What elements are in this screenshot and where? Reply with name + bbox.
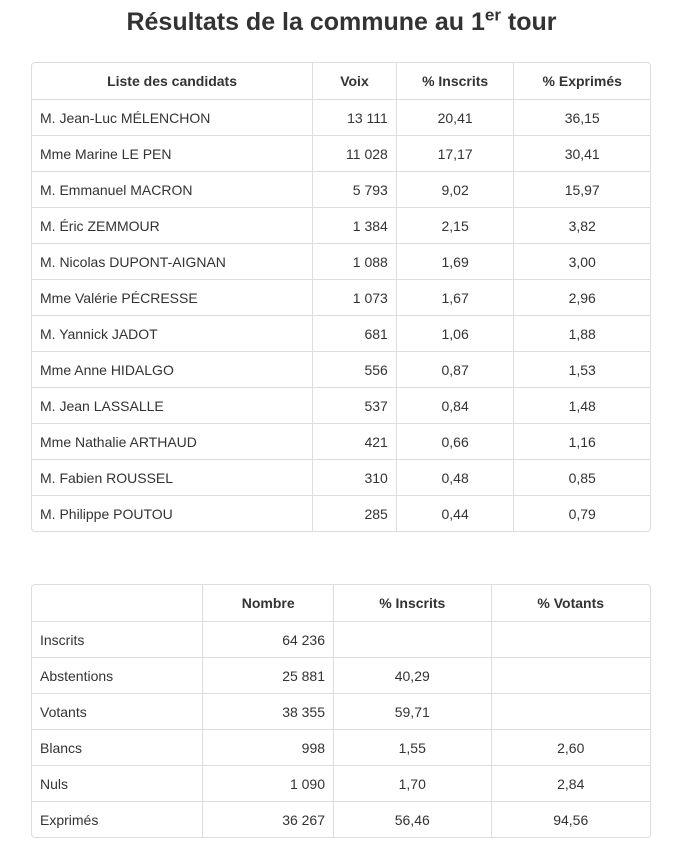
table-row [32,801,650,837]
pct-inscrits-cell [333,621,490,657]
pct-inscrits-cell: 40,29 [333,657,490,693]
pct-inscrits-cell: 0,84 [396,387,514,423]
table-header-row [32,585,650,621]
voix-cell: 537 [312,387,396,423]
pct-inscrits-cell: 1,67 [396,279,514,315]
table-row [32,171,650,207]
voix-cell: 556 [312,351,396,387]
pct-exprimes-cell: 1,53 [513,351,650,387]
page-title-main: Résultats de la commune au 1 [126,8,485,36]
table-row [32,459,650,495]
page-title-end: tour [500,8,557,36]
pct-inscrits-cell: 0,87 [396,351,514,387]
candidate-name-cell: M. Emmanuel MACRON [32,171,312,207]
candidate-name-cell: M. Nicolas DUPONT-AIGNAN [32,243,312,279]
row-label-cell: Nuls [32,765,202,801]
voix-cell: 1 384 [312,207,396,243]
nombre-cell: 36 267 [202,801,333,837]
voix-cell: 681 [312,315,396,351]
candidate-name-cell: M. Jean LASSALLE [32,387,312,423]
header-nombre: Nombre [202,585,333,621]
header-empty [32,585,202,621]
header-pct-inscrits: % Inscrits [396,63,514,99]
table-row [32,279,650,315]
row-label-cell: Exprimés [32,801,202,837]
row-label-cell: Votants [32,693,202,729]
nombre-cell: 38 355 [202,693,333,729]
pct-votants-cell [491,657,651,693]
candidates-results-table [31,62,651,532]
nombre-cell: 64 236 [202,621,333,657]
candidate-name-cell: M. Fabien ROUSSEL [32,459,312,495]
nombre-cell: 25 881 [202,657,333,693]
table-row [32,657,650,693]
pct-exprimes-cell: 1,48 [513,387,650,423]
table-row [32,207,650,243]
page-title-superscript: er [484,5,501,25]
candidate-name-cell: M. Philippe POUTOU [32,495,312,531]
voix-cell: 310 [312,459,396,495]
voix-cell: 11 028 [312,135,396,171]
header-pct-exprimes: % Exprimés [513,63,650,99]
voix-cell: 285 [312,495,396,531]
pct-votants-cell [491,621,651,657]
nombre-cell: 1 090 [202,765,333,801]
header-pct-votants: % Votants [491,585,651,621]
nombre-cell: 998 [202,729,333,765]
pct-inscrits-cell: 59,71 [333,693,490,729]
candidate-name-cell: Mme Marine LE PEN [32,135,312,171]
table-row [32,729,650,765]
voix-cell: 13 111 [312,99,396,135]
header-voix: Voix [312,63,396,99]
pct-inscrits-cell: 2,15 [396,207,514,243]
pct-inscrits-cell: 0,48 [396,459,514,495]
voix-cell: 1 088 [312,243,396,279]
table-row [32,351,650,387]
table-row [32,99,650,135]
voix-cell: 1 073 [312,279,396,315]
pct-inscrits-cell: 1,55 [333,729,490,765]
candidate-name-cell: Mme Anne HIDALGO [32,351,312,387]
table-header-row [32,63,650,99]
table-row [32,423,650,459]
pct-votants-cell: 2,84 [491,765,651,801]
participation-table-body [32,621,650,837]
table-row [32,135,650,171]
pct-inscrits-cell: 0,66 [396,423,514,459]
pct-votants-cell [491,693,651,729]
pct-inscrits-cell: 1,70 [333,765,490,801]
row-label-cell: Inscrits [32,621,202,657]
table-row [32,765,650,801]
pct-exprimes-cell: 3,82 [513,207,650,243]
candidates-table-body [32,99,650,531]
pct-exprimes-cell: 36,15 [513,99,650,135]
pct-exprimes-cell: 30,41 [513,135,650,171]
header-pct-inscrits: % Inscrits [333,585,490,621]
pct-votants-cell: 2,60 [491,729,651,765]
pct-exprimes-cell: 0,85 [513,459,650,495]
pct-inscrits-cell: 1,06 [396,315,514,351]
participation-table [31,584,651,838]
table-row [32,495,650,531]
pct-exprimes-cell: 1,16 [513,423,650,459]
table-row [32,621,650,657]
table-row [32,243,650,279]
pct-inscrits-cell: 20,41 [396,99,514,135]
pct-inscrits-cell: 17,17 [396,135,514,171]
voix-cell: 5 793 [312,171,396,207]
table-row [32,387,650,423]
pct-exprimes-cell: 3,00 [513,243,650,279]
pct-exprimes-cell: 15,97 [513,171,650,207]
pct-exprimes-cell: 0,79 [513,495,650,531]
candidate-name-cell: M. Yannick JADOT [32,315,312,351]
pct-inscrits-cell: 0,44 [396,495,514,531]
pct-inscrits-cell: 1,69 [396,243,514,279]
row-label-cell: Blancs [32,729,202,765]
candidate-name-cell: M. Jean-Luc MÉLENCHON [32,99,312,135]
header-candidates: Liste des candidats [107,73,238,89]
candidate-name-cell: Mme Nathalie ARTHAUD [32,423,312,459]
pct-inscrits-cell: 56,46 [333,801,490,837]
candidate-name-cell: M. Éric ZEMMOUR [32,207,312,243]
pct-votants-cell: 94,56 [491,801,651,837]
pct-inscrits-cell: 9,02 [396,171,514,207]
voix-cell: 421 [312,423,396,459]
row-label-cell: Abstentions [32,657,202,693]
table-row [32,693,650,729]
pct-exprimes-cell: 1,88 [513,315,650,351]
page-title [0,4,683,40]
table-row [32,315,650,351]
candidate-name-cell: Mme Valérie PÉCRESSE [32,279,312,315]
pct-exprimes-cell: 2,96 [513,279,650,315]
